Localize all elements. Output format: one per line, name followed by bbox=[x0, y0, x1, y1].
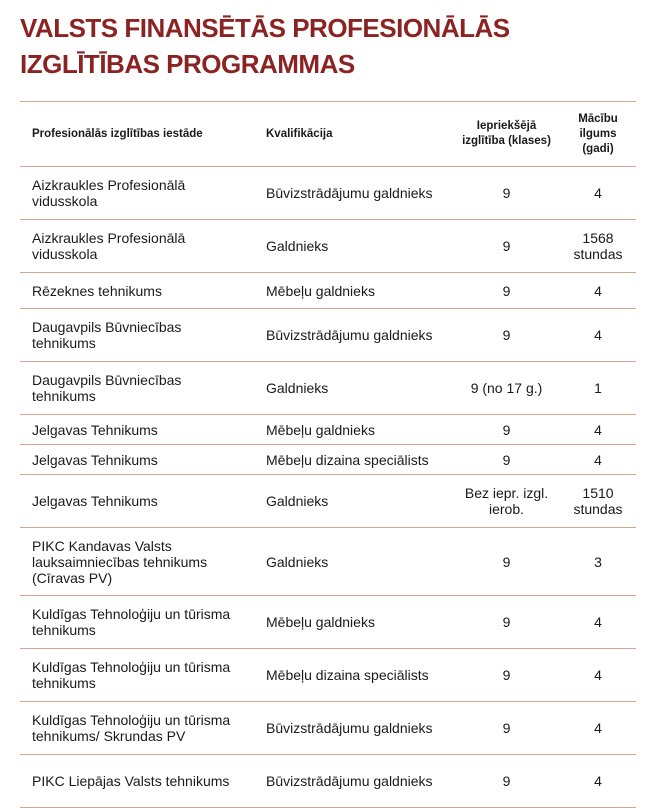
cell-qualification: Mēbeļu dizaina speciālists bbox=[254, 649, 453, 702]
cell-institution: Kuldīgas Tehnoloģiju un tūrisma tehnikums bbox=[20, 649, 254, 702]
cell-prior-education: 9 bbox=[453, 167, 560, 220]
header-prior-education: Iepriekšējā izglītība (klases) bbox=[453, 102, 560, 167]
table-row bbox=[20, 273, 636, 309]
cell-prior-education: 9 bbox=[453, 702, 560, 755]
table-row bbox=[20, 702, 636, 755]
cell-qualification: Galdnieks bbox=[254, 362, 453, 415]
cell-prior-education: Bez iepr. izgl. ierob. bbox=[453, 475, 560, 528]
header-qualification: Kvalifikācija bbox=[254, 102, 453, 167]
table-row bbox=[20, 445, 636, 475]
cell-institution: Daugavpils Būvniecības tehnikums bbox=[20, 362, 254, 415]
table-row bbox=[20, 596, 636, 649]
cell-duration: 4 bbox=[560, 596, 636, 649]
cell-duration: 3 bbox=[560, 528, 636, 596]
page-title bbox=[20, 10, 640, 82]
cell-qualification: Būvizstrādājumu galdnieks bbox=[254, 702, 453, 755]
cell-duration: 4 bbox=[560, 702, 636, 755]
cell-prior-education: 9 bbox=[453, 649, 560, 702]
cell-institution: Kuldīgas Tehnoloģiju un tūrisma tehnikums bbox=[20, 596, 254, 649]
table-row bbox=[20, 167, 636, 220]
cell-duration: 4 bbox=[560, 273, 636, 309]
table-row bbox=[20, 475, 636, 528]
cell-prior-education: 9 (no 17 g.) bbox=[453, 362, 560, 415]
cell-duration: 4 bbox=[560, 415, 636, 445]
cell-prior-education: 9 bbox=[453, 415, 560, 445]
cell-institution: Aizkraukles Profesionālā vidusskola bbox=[20, 167, 254, 220]
cell-qualification: Būvizstrādājumu galdnieks bbox=[254, 309, 453, 362]
header-duration: Mācību ilgums (gadi) bbox=[560, 102, 636, 167]
cell-prior-education: 9 bbox=[453, 596, 560, 649]
header-institution: Profesionālās izglītības iestāde bbox=[20, 102, 254, 167]
cell-institution: Rēzeknes tehnikums bbox=[20, 273, 254, 309]
cell-prior-education: 9 bbox=[453, 220, 560, 273]
cell-qualification: Mēbeļu dizaina speciālists bbox=[254, 445, 453, 475]
title-line-2: IZGLĪTĪBAS PROGRAMMAS bbox=[20, 49, 355, 79]
cell-qualification: Galdnieks bbox=[254, 475, 453, 528]
cell-duration: 1 bbox=[560, 362, 636, 415]
cell-qualification: Būvizstrādājumu galdnieks bbox=[254, 167, 453, 220]
cell-qualification: Galdnieks bbox=[254, 220, 453, 273]
table-row bbox=[20, 309, 636, 362]
cell-duration: 4 bbox=[560, 649, 636, 702]
cell-prior-education: 9 bbox=[453, 273, 560, 309]
table-row bbox=[20, 220, 636, 273]
table-row bbox=[20, 649, 636, 702]
table-row bbox=[20, 528, 636, 596]
cell-duration: 1568 stundas bbox=[560, 220, 636, 273]
cell-institution: PIKC Kandavas Valsts lauksaimniecības tehnikums (Cīravas PV) bbox=[20, 528, 254, 596]
cell-institution: Daugavpils Būvniecības tehnikums bbox=[20, 309, 254, 362]
cell-qualification: Mēbeļu galdnieks bbox=[254, 415, 453, 445]
cell-prior-education: 9 bbox=[453, 528, 560, 596]
programs-table bbox=[20, 101, 636, 808]
cell-duration: 4 bbox=[560, 755, 636, 808]
cell-qualification: Galdnieks bbox=[254, 528, 453, 596]
table-row bbox=[20, 755, 636, 808]
table-row bbox=[20, 362, 636, 415]
cell-qualification: Mēbeļu galdnieks bbox=[254, 596, 453, 649]
cell-prior-education: 9 bbox=[453, 309, 560, 362]
cell-duration: 4 bbox=[560, 309, 636, 362]
table-header-row bbox=[20, 102, 636, 167]
cell-institution: Jelgavas Tehnikums bbox=[20, 475, 254, 528]
cell-institution: Jelgavas Tehnikums bbox=[20, 415, 254, 445]
table-row bbox=[20, 415, 636, 445]
title-line-1: VALSTS FINANSĒTĀS PROFESIONĀLĀS bbox=[20, 13, 510, 43]
cell-duration: 4 bbox=[560, 445, 636, 475]
cell-qualification: Būvizstrādājumu galdnieks bbox=[254, 755, 453, 808]
cell-prior-education: 9 bbox=[453, 755, 560, 808]
cell-institution: Kuldīgas Tehnoloģiju un tūrisma tehnikums/ Skrundas PV bbox=[20, 702, 254, 755]
cell-institution: Jelgavas Tehnikums bbox=[20, 445, 254, 475]
cell-qualification: Mēbeļu galdnieks bbox=[254, 273, 453, 309]
cell-institution: Aizkraukles Profesionālā vidusskola bbox=[20, 220, 254, 273]
cell-duration: 1510 stundas bbox=[560, 475, 636, 528]
cell-prior-education: 9 bbox=[453, 445, 560, 475]
cell-institution: PIKC Liepājas Valsts tehnikums bbox=[20, 755, 254, 808]
cell-duration: 4 bbox=[560, 167, 636, 220]
